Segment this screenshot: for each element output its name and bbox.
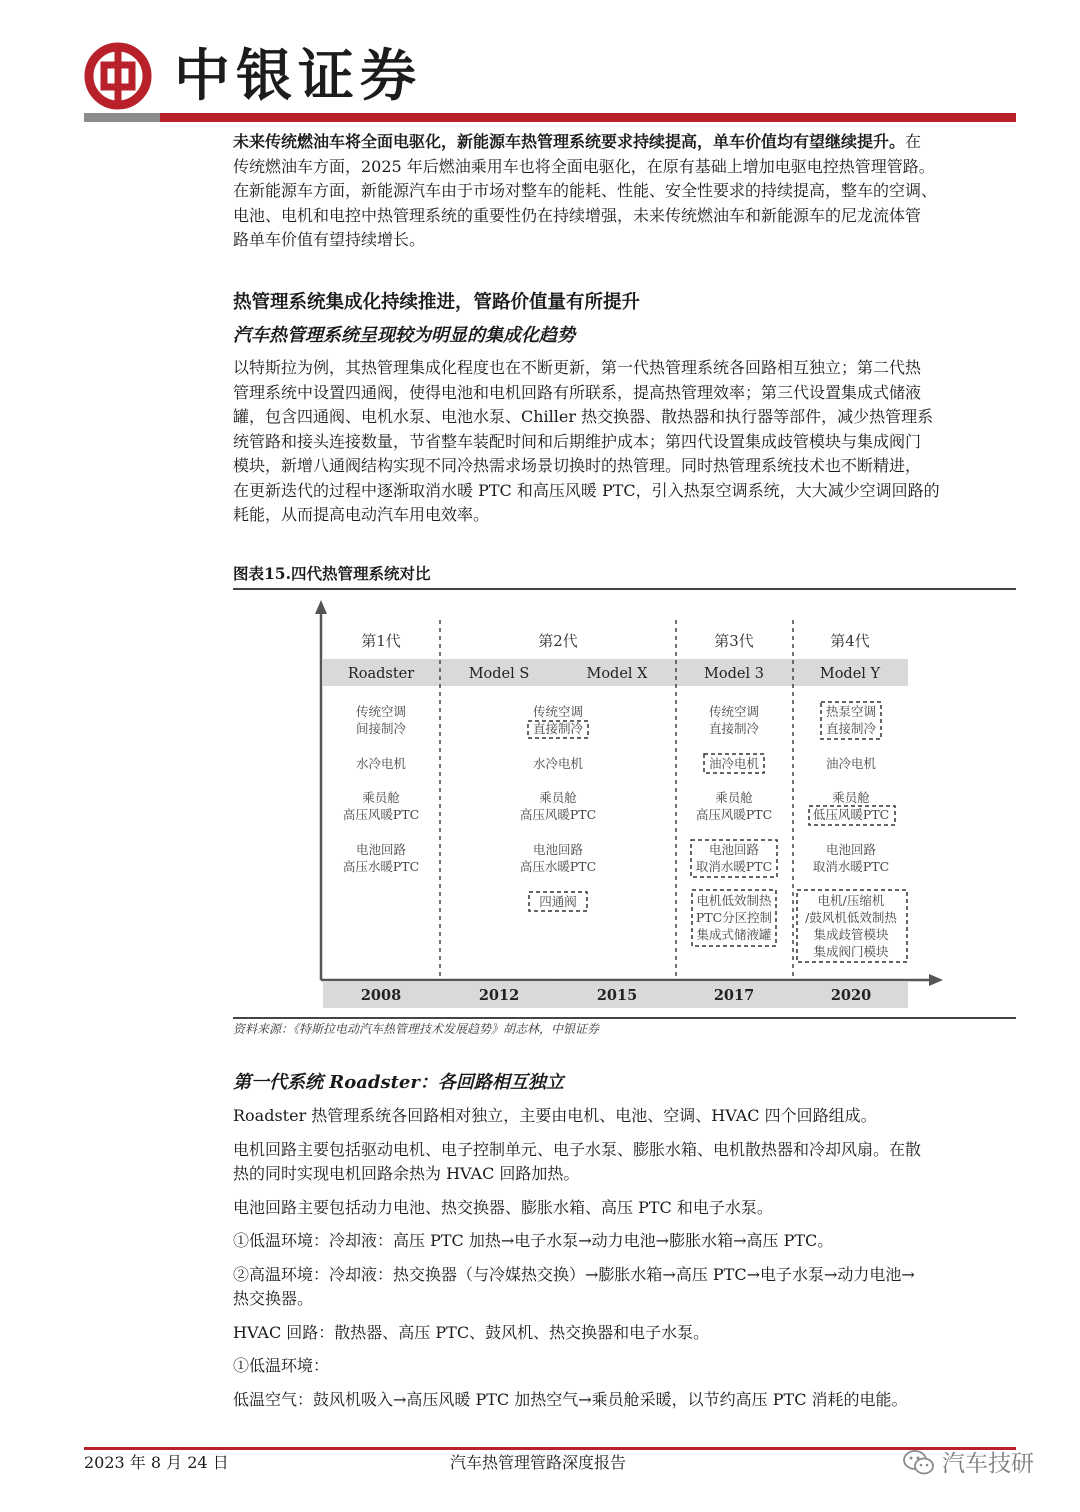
section-line: 统管路和接头连接数量，节省整车装配时间和后期维护成本；第四代设置集成歧管模块与集成阀门	[233, 431, 922, 451]
year-label: 2020	[830, 987, 872, 1004]
generation-label: 第4代	[830, 632, 870, 650]
year-label: 2012	[478, 987, 520, 1004]
y-axis-arrow	[315, 600, 327, 614]
col3-ac-line: 直接制冷	[708, 721, 760, 736]
logo-text: 中银证券	[174, 43, 422, 109]
gen1-line: HVAC 回路：散热器、高压 PTC、鼓风机、热交换器和电子水泵。	[233, 1322, 710, 1342]
section-paragraph	[233, 356, 1016, 528]
col4-battery-line: 取消水暖PTC	[812, 859, 890, 874]
section-title: 热管理系统集成化持续推进，管路价值量有所提升	[233, 292, 641, 313]
gen1-body	[233, 1104, 1016, 1412]
generation-label: 第1代	[361, 632, 401, 650]
section-line: 罐，包含四通阀、电机水泵、电池水泵、Chiller 热交换器、散热器和执行器等部件，减少热管理系	[233, 407, 934, 426]
section-subtitle: 汽车热管理系统呈现较为明显的集成化趋势	[233, 325, 575, 346]
generation-label: 第2代	[538, 632, 578, 650]
col3-ac-line: 传统空调	[708, 704, 760, 719]
col2-ac-line: 直接制冷	[532, 721, 584, 736]
col2-ac-line: 传统空调	[532, 704, 584, 719]
col2-battery-line: 高压水暖PTC	[519, 859, 597, 874]
col2-battery-line: 电池回路	[532, 842, 584, 857]
section-line: 模块，新增八通阀结构实现不同冷热需求场景切换时的热管理。同时热管理系统技术也不断精进，	[233, 456, 922, 475]
col1-battery-line: 电池回路	[355, 842, 407, 857]
header-rule-grey	[84, 113, 160, 122]
intro-paragraph	[233, 130, 1016, 253]
col4-cabin-line: 乘员舱	[832, 790, 870, 805]
col2-cabin-line: 乘员舱	[539, 790, 577, 805]
col4-ac-line: 热泵空调	[825, 704, 877, 719]
col3-cabin-line: 乘员舱	[715, 790, 753, 805]
col3-battery-line: 取消水暖PTC	[695, 859, 773, 874]
col1-motor: 水冷电机	[355, 756, 407, 771]
section-line: 以特斯拉为例，其热管理集成化程度也在不断更新，第一代热管理系统各回路相互独立；第二代热	[233, 358, 922, 377]
gen1-title: 第一代系统 Roadster：各回路相互独立	[233, 1072, 564, 1093]
model-label: Model Y	[819, 666, 881, 682]
col4-motor: 油冷电机	[825, 756, 877, 771]
gen1-line: ①低温环境：	[233, 1356, 330, 1375]
year-label: 2008	[360, 987, 402, 1004]
gen1-line: ①低温环境：冷却液：高压 PTC 加热→电子水泵→动力电池→膨胀水箱→高压 PTC。	[233, 1231, 834, 1250]
gen1-line: Roadster 热管理系统各回路相对独立，主要由电机、电池、空调、HVAC 四个回路组成。	[233, 1106, 877, 1125]
section-line: 耗能，从而提高电动汽车用电效率。	[233, 505, 490, 524]
figure-bottom-rule	[233, 1017, 1016, 1019]
wechat-icon	[902, 1448, 936, 1478]
col4-ac-line: 直接制冷	[825, 721, 877, 736]
col4-cabin-line: 低压风暖PTC	[812, 807, 890, 822]
col3-extra-line: 集成式储液罐	[696, 927, 772, 942]
gen1-line: 热的同时实现电机回路余热为 HVAC 回路加热。	[233, 1164, 580, 1183]
header	[84, 36, 1016, 124]
intro-line: 在新能源车方面，新能源汽车由于市场对整车的能耗、性能、安全性要求的持续提高，整车的空调、	[233, 181, 938, 200]
col1-cabin-line: 乘员舱	[362, 790, 400, 805]
model-label: Model 3	[704, 666, 764, 682]
figure-title: 图表15.四代热管理系统对比	[233, 564, 431, 583]
col2-motor: 水冷电机	[532, 756, 584, 771]
year-label: 2015	[596, 987, 638, 1004]
figure-source: 资料来源：《特斯拉电动汽车热管理技术发展趋势》胡志林，中银证券	[233, 1022, 600, 1036]
col1-battery-line: 高压水暖PTC	[342, 859, 420, 874]
model-label: Model X	[586, 666, 648, 682]
x-axis-arrow	[929, 974, 943, 986]
watermark-text: 汽车技研	[942, 1451, 1034, 1477]
watermark	[902, 1446, 1052, 1482]
intro-line: 路单车价值有望持续增长。	[233, 230, 426, 249]
col3-extra-line: PTC分区控制	[695, 910, 773, 925]
col3-motor: 油冷电机	[708, 756, 760, 771]
col4-extra-line: 集成阀门模块	[813, 944, 889, 959]
col1-ac-line: 传统空调	[355, 704, 407, 719]
model-label: Roadster	[347, 666, 415, 682]
col4-extra-line: /鼓风机低效制热	[805, 910, 897, 925]
footer-date: 2023 年 8 月 24 日	[84, 1453, 229, 1472]
gen1-line: 电机回路主要包括驱动电机、电子控制单元、电子水泵、膨胀水箱、电机散热器和冷却风扇。在散	[233, 1139, 922, 1159]
header-rule-red	[160, 113, 1016, 122]
col4-battery-line: 电池回路	[825, 842, 877, 857]
col3-battery-line: 电池回路	[708, 842, 760, 857]
gen1-line: 电池回路主要包括动力电池、热交换器、膨胀水箱、高压 PTC 和电子水泵。	[233, 1197, 773, 1217]
col3-cabin-line: 高压风暖PTC	[695, 807, 773, 822]
intro-line: 传统燃油车方面，2025 年后燃油乘用车也将全面电驱化，在原有基础上增加电驱电控热管理管路。	[233, 156, 935, 176]
col1-cabin-line: 高压风暖PTC	[342, 807, 420, 822]
col2-cabin-line: 高压风暖PTC	[519, 807, 597, 822]
bank-of-china-logo-icon	[84, 42, 152, 110]
col4-extra-line: 电机/压缩机	[817, 893, 885, 908]
gen1-line: ②高温环境：冷却液：热交换器（与冷媒热交换）→膨胀水箱→高压 PTC→电子水泵→动力电池→	[233, 1264, 915, 1284]
col3-extra-line: 电机低效制热	[696, 893, 772, 908]
section-line: 管理系统中设置四通阀，使得电池和电机回路有所联系，提高热管理效率；第三代设置集成式储液	[233, 382, 922, 402]
thermal-system-comparison-diagram	[233, 590, 1016, 1018]
model-label: Model S	[468, 666, 530, 682]
intro-line: 在	[905, 132, 922, 151]
year-label: 2017	[713, 987, 755, 1004]
footer-rule	[84, 1447, 1016, 1450]
section-line: 在更新迭代的过程中逐渐取消水暖 PTC 和高压风暖 PTC，引入热泵空调系统，大大减少空调回路的	[233, 480, 940, 500]
footer-title: 汽车热管理管路深度报告	[450, 1453, 627, 1472]
gen1-line: 低温空气：鼓风机吸入→高压风暖 PTC 加热空气→乘员舱采暖，以节约高压 PTC 消耗的电能。	[233, 1389, 908, 1409]
intro-line: 电池、电机和电控中热管理系统的重要性仍在持续增强，未来传统燃油车和新能源车的尼龙流体管	[233, 205, 922, 225]
gen1-line: 热交换器。	[233, 1289, 314, 1308]
col1-ac-line: 间接制冷	[355, 721, 407, 736]
generation-label: 第3代	[714, 632, 754, 650]
col2-valve: 四通阀	[539, 894, 577, 909]
intro-bold: 未来传统燃油车将全面电驱化，新能源车热管理系统要求持续提高，单车价值均有望继续提升。	[233, 132, 906, 151]
col4-extra-line: 集成歧管模块	[813, 927, 889, 942]
